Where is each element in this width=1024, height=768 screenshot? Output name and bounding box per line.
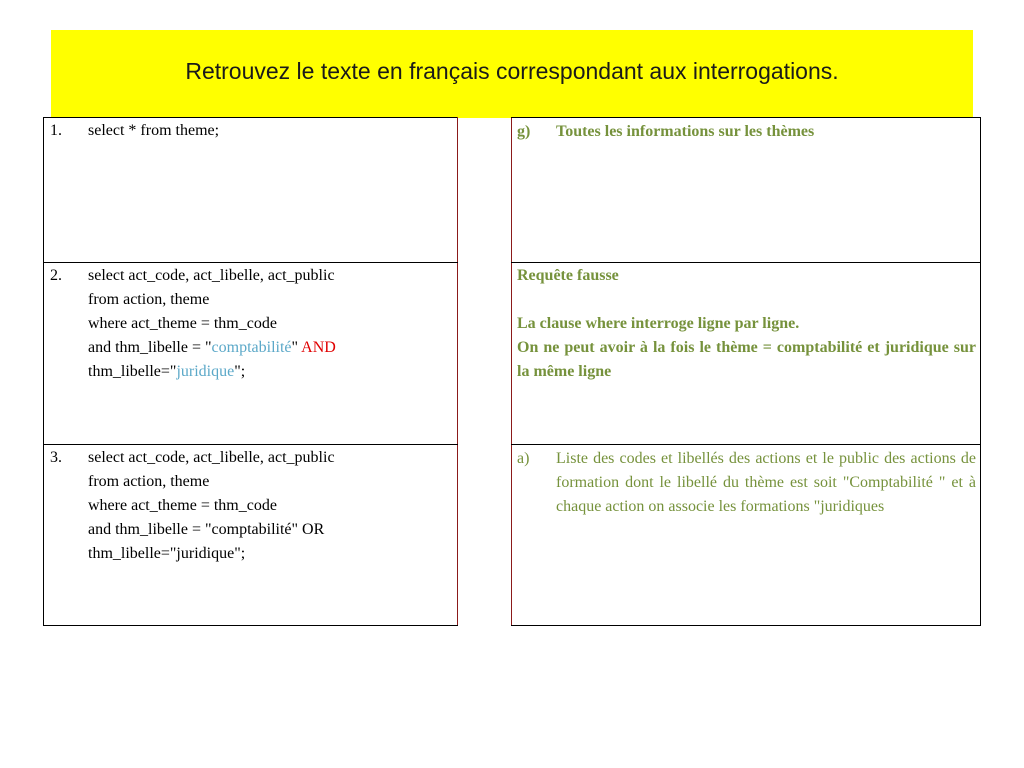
query-line: select act_code, act_libelle, act_public <box>88 267 335 284</box>
query-cell-3 <box>44 445 458 626</box>
query-number: 1. <box>50 122 62 139</box>
query-line-and <box>88 336 457 360</box>
table-row <box>512 118 981 263</box>
value-comptabilite: comptabilité <box>211 339 292 356</box>
query-line: and thm_libelle = "comptabilité" OR <box>88 521 325 538</box>
answer-letter: a) <box>517 450 530 467</box>
answer-cell-3 <box>512 445 981 626</box>
value-juridique: juridique <box>176 363 235 380</box>
answer-text: Liste des codes et libellés des actions et le public des actions de formation dont le libellé du thème est soit "Comptabilité " et à chaque action on associe les formations "juridiques <box>556 450 976 515</box>
answer-letter: g) <box>517 123 531 140</box>
query-text: " <box>291 339 302 356</box>
answer-cell-1 <box>512 118 981 263</box>
query-line: select * from theme; <box>88 122 220 139</box>
query-line: where act_theme = thm_code <box>88 315 277 332</box>
table-row <box>44 118 458 263</box>
query-line: from action, theme <box>88 291 210 308</box>
query-line: from action, theme <box>88 473 210 490</box>
page-title: Retrouvez le texte en français correspondant aux interrogations. <box>185 57 839 84</box>
answer-text: La clause where interroge ligne par ligne. <box>517 315 800 332</box>
query-number: 2. <box>50 267 62 284</box>
table-row <box>44 263 458 445</box>
operator-and: AND <box>301 339 336 356</box>
answer-cell-2 <box>512 263 981 445</box>
answer-text: On ne peut avoir à la fois le thème = comptabilité et juridique sur la même ligne <box>517 339 976 380</box>
query-text: and thm_libelle = " <box>88 339 212 356</box>
answers-table <box>511 117 981 626</box>
query-text: "; <box>234 363 246 380</box>
answer-text: Toutes les informations sur les thèmes <box>556 123 815 140</box>
answer-heading: Requête fausse <box>517 267 619 284</box>
query-line: select act_code, act_libelle, act_public <box>88 449 335 466</box>
query-line: thm_libelle="juridique"; <box>88 545 246 562</box>
query-line: where act_theme = thm_code <box>88 497 277 514</box>
query-number: 3. <box>50 449 62 466</box>
query-cell-1 <box>44 118 458 263</box>
query-line-libelle <box>88 360 457 384</box>
table-row <box>44 445 458 626</box>
table-row <box>512 445 981 626</box>
table-row <box>512 263 981 445</box>
queries-table <box>43 117 458 626</box>
query-cell-2 <box>44 263 458 445</box>
title-banner <box>51 30 973 118</box>
query-text: thm_libelle=" <box>88 363 177 380</box>
